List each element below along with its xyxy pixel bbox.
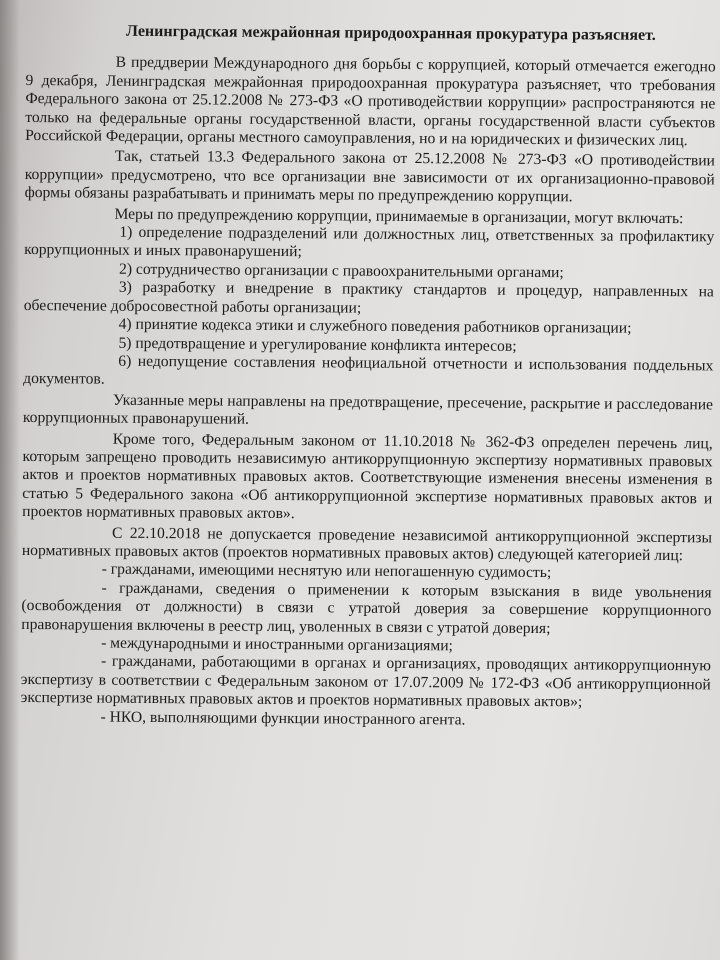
excluded-person-item-1: - гражданами, имеющими неснятую или непогашенную судимость;	[101, 560, 552, 582]
measure-item-5: 5) предотвращение и урегулирование конфликта интересов;	[118, 334, 517, 355]
paragraph-since-date: С 22.10.2018 не допускается проведение независимой антикоррупционной экспертизы нормативных правовых актов (проектов нормативных правовых актов) следующей категорией лиц:	[21, 524, 713, 565]
measure-item-4: 4) принятие кодекса этики и служебного поведения работников организации;	[118, 315, 632, 337]
excluded-person-item-5: - НКО, выполняющими функции иностранного агента.	[100, 708, 466, 729]
measure-item-1: 1) определение подразделений или должностных лиц, ответственных за профилактику коррупционных и иных правонарушений;	[24, 223, 715, 261]
excluded-person-item-4: - гражданами, работающими в органах и организациях, проводящих антикоррупционную экспертизу в соответствии с Федеральным законом от 17.07.2009 № 172-ФЗ «Об антикоррупционной экспертизе нормативных правовых актов и проектов нормативных правовых актов»;	[20, 653, 712, 711]
paragraph-law-362: Кроме того, Федеральным законом от 11.10.2018 № 362-ФЗ определен перечень лиц, которым запрещено проводить независимую антикоррупционную экспертизу нормативных правовых актов и проектов нормативных правовых актов. Соответствующие изменения внесены изменения в статью 5 Федерального закона «Об антикоррупционной экспертизе нормативных правовых актов и проектов нормативных правовых актов».	[22, 430, 713, 523]
document-title: Ленинградская межрайонная природоохранная прокуратура разъясняет.	[125, 22, 656, 44]
measure-item-6: 6) недопущение составления неофициальной отчетности и использования поддельных документов.	[23, 352, 714, 388]
document-body	[20, 22, 716, 731]
measure-item-3: 3) разработку и внедрение в практику стандартов и процедур, направленных на обеспечение добросовестной работы организации;	[23, 279, 714, 317]
measure-item-2: 2) сотрудничество организации с правоохранительными органами;	[118, 260, 564, 282]
paragraph-intro: В преддверии Международного дня борьбы с коррупцией, который отмечается ежегодно 9 декабря, Ленинградская межрайонная природоохранная прокуратура разъясняет, что требования Федерального закона от 25.12.2008 № 273-ФЗ «О противодействии коррупции» распространяются не только на федеральные органы государственной власти, органы государственной власти субъектов Российской Федерации, органы местного самоуправления, но и на юридических и физических лиц.	[25, 54, 716, 150]
excluded-person-item-2: - гражданами, сведения о применении к которым взыскания в виде увольнения (освобождения от должности) в связи с утратой доверия за совершение коррупционного правонарушения включены в реестр лиц, уволенных в связи с утратой доверия;	[21, 579, 712, 637]
paragraph-measures-intro: Меры по предупреждению коррупции, принимаемые в организации, могут включать:	[114, 205, 684, 227]
excluded-person-item-3: - международными и иностранными организациями;	[101, 634, 453, 655]
paragraph-article-13-3: Так, статьей 13.3 Федерального закона от 25.12.2008 № 273-ФЗ «О противодействии коррупции» предусмотрено, что все организации вне зависимости от их организационно-правовой формы обязаны разрабатывать и принимать меры по предупреждению коррупции.	[24, 148, 715, 206]
paragraph-measures-aim: Указанные меры направлены на предотвращение, пресечение, раскрытие и расследование коррупционных правонарушений.	[22, 391, 714, 428]
page-shadow	[0, 0, 20, 960]
